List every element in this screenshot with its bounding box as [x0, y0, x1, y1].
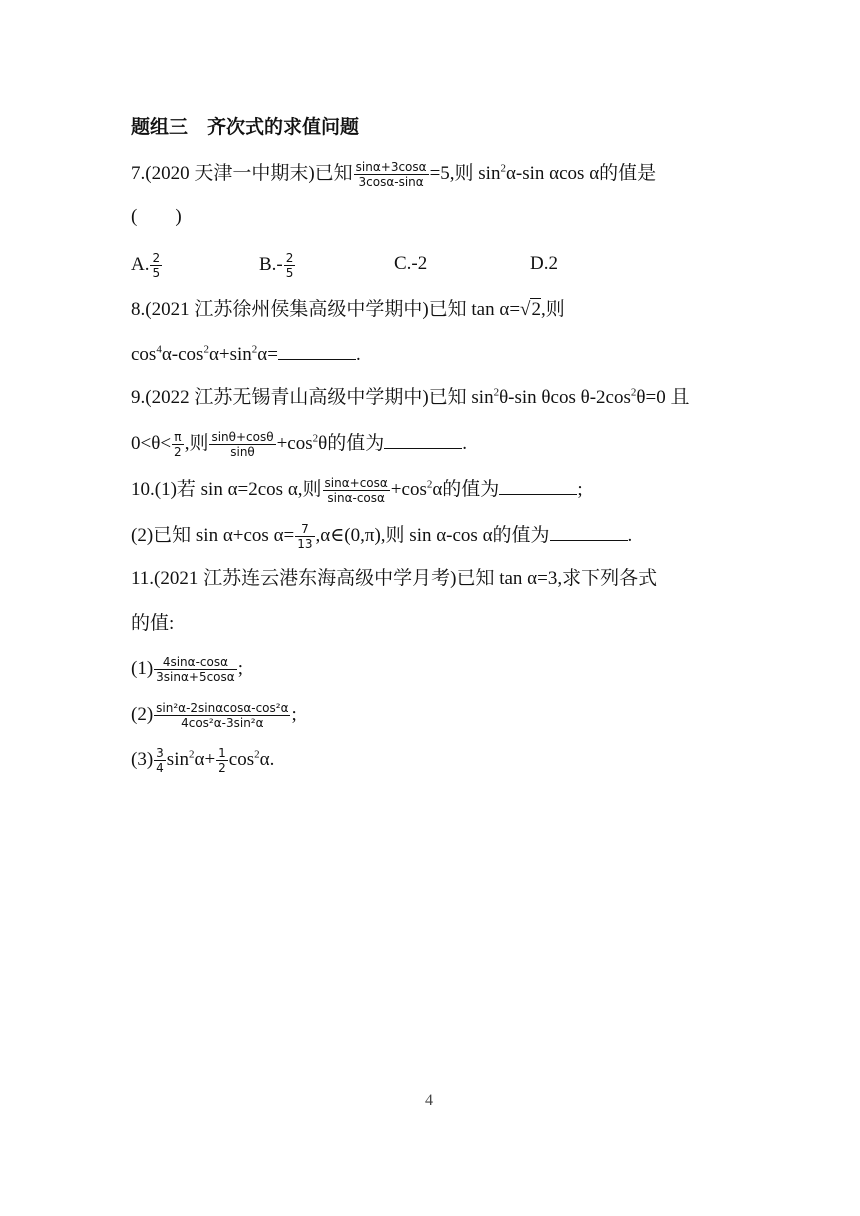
question-10-part1: 10.(1)若 sin α=2cos α,则 $\frac{\sin\alpha+\cos\alpha}{\sin\alpha-\cos\alpha}$ $+\cos^2\alpha$的值为 ; [131, 476, 583, 505]
answer-blank[interactable] [550, 524, 628, 541]
question-10-part2: (2)已知 sin α+cos α= $\frac{7}{13}$ ,α∈(0,π),则 sin α-cos α的值为 . [131, 522, 633, 551]
q7-fraction: $\frac{\sin\alpha+3\cos\alpha}{3\cos\alpha-\sin\alpha}$ [355, 160, 427, 189]
q10-fraction: $\frac{\sin\alpha+\cos\alpha}{\sin\alpha-\cos\alpha}$ [324, 476, 388, 505]
q9-fraction: $\frac{\sin\theta+\cos\theta}{\sin\theta}$ [211, 430, 274, 459]
question-11-part2: (2) $\frac{\text{sin²α-2sinαcosα-cos²α}}{\text{4cos²α-3sin²α}}$ ; [131, 701, 297, 730]
q7-option-b: B.- $\frac{2}{5}$ [259, 251, 294, 280]
section-heading: 题组三 齐次式的求值问题 [131, 117, 360, 138]
q7-answer-paren: ( ) [131, 206, 182, 227]
page-number: 4 [425, 1092, 433, 1109]
answer-blank[interactable] [499, 478, 577, 495]
question-8-line2: $\cos^4\alpha-\cos^2\alpha+\sin^2\alpha=$ . [131, 343, 361, 365]
q7-option-c: C.-2 [394, 253, 428, 274]
question-11-line2: 的值: [131, 613, 175, 634]
question-7: 7.(2020 天津一中期末)已知 $\frac{\sin\alpha+3\cos\alpha}{3\cos\alpha-\sin\alpha}$ =5,则 $\sin^2\alpha-\sin$ αcos α的值是 [131, 160, 657, 189]
sqrt-2: √2 [520, 299, 541, 320]
q7-option-d: D.2 [530, 253, 558, 274]
question-11-part1: (1) $\frac{4\sin\alpha-\cos\alpha}{3\sin\alpha+5\cos\alpha}$ ; [131, 655, 243, 684]
answer-blank[interactable] [278, 343, 356, 360]
q7-option-a: A. $\frac{2}{5}$ [131, 251, 161, 280]
question-9-line1: 9.(2022 江苏无锡青山高级中学期中)已知 $\sin^2\theta-\sin$ θcos $\theta-2\cos^2\theta=0$ 且 [131, 386, 690, 408]
answer-blank[interactable] [384, 432, 462, 449]
question-9-line2: 0<θ< $\frac{\pi}{2}$ ,则 $\frac{\sin\theta+\cos\theta}{\sin\theta}$ $+\cos^2\theta$的值为 . [131, 430, 467, 459]
question-11-part3: (3) $\frac{3}{4}$ $\sin^2\alpha+$ $\frac{1}{2}$ $\cos^2\alpha$. [131, 746, 275, 775]
question-8-line1: 8.(2021 江苏徐州侯集高级中学期中)已知 tan α=√2,则 [131, 299, 565, 320]
question-11-line1: 11.(2021 江苏连云港东海高级中学月考)已知 tan α=3,求下列各式 [131, 568, 658, 589]
